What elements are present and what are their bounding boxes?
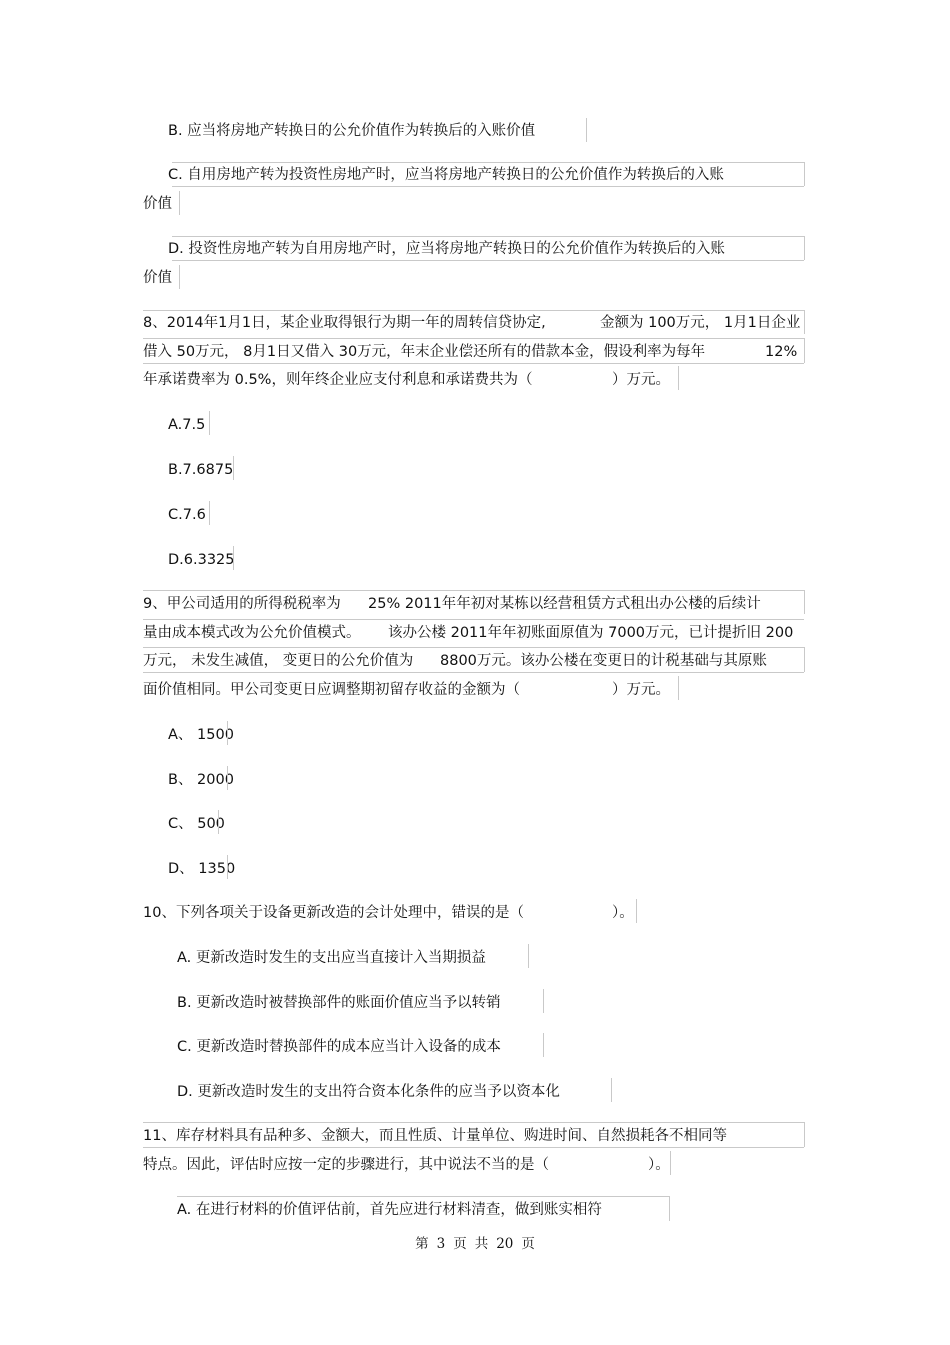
text-box-edge	[179, 191, 180, 215]
q10-option-b: B. 更新改造时被替换部件的账面价值应当予以转销	[177, 995, 501, 1011]
q9-stem-line2-part1: 量由成本模式改为公允价值模式。	[143, 625, 361, 641]
text-box-edge	[670, 1151, 671, 1175]
q7-option-d-line1: D. 投资性房地产转为自用房地产时，应当将房地产转换日的公允价值作为转换后的入账	[168, 241, 725, 257]
text-box-edge	[804, 1122, 805, 1147]
text-box-edge	[528, 944, 529, 968]
q9-option-a: A、 1500	[168, 727, 234, 743]
q10-option-c: C. 更新改造时替换部件的成本应当计入设备的成本	[177, 1039, 501, 1055]
q7-option-c-line1: C. 自用房地产转为投资性房地产时，应当将房地产转换日的公允价值作为转换后的入账	[168, 167, 724, 183]
text-box-edge	[669, 1196, 670, 1221]
text-box-edge	[804, 647, 805, 672]
footer-total-word: 共	[474, 1236, 489, 1252]
text-box-edge	[143, 338, 804, 339]
q8-stem-line2-part1: 借入 50万元， 8月1日又借入 30万元，年末企业偿还所有的借款本金，假设利率为每年	[143, 344, 706, 360]
q8-stem-line1-part2: 金额为 100万元， 1月1日企业	[600, 315, 801, 331]
text-box-edge	[218, 810, 219, 834]
footer-prefix: 第	[415, 1236, 429, 1252]
q9-stem-line4-part1: 面价值相同。甲公司变更日应调整期初留存收益的金额为（	[143, 682, 520, 698]
text-box-edge	[678, 676, 679, 700]
text-box-edge	[143, 590, 804, 591]
text-box-edge	[804, 162, 805, 186]
text-box-edge	[227, 721, 228, 745]
q7-option-c-line2: 价值	[143, 196, 172, 212]
text-box-edge	[227, 855, 228, 879]
q9-stem-line1-part1: 9、甲公司适用的所得税税率为	[143, 596, 341, 612]
text-box-edge	[586, 118, 587, 142]
q8-option-b: B.7.6875	[168, 462, 234, 478]
q9-stem-line3-part2: 8800万元。该办公楼在变更日的计税基础与其原账	[440, 653, 767, 669]
text-box-edge	[233, 546, 234, 570]
q8-stem-line1-part1: 8、2014年1月1日，某企业取得银行为期一年的周转信贷协定,	[143, 315, 546, 331]
q9-option-b: B、 2000	[168, 772, 234, 788]
q9-stem-line3-part1: 万元， 未发生减值， 变更日的公允价值为	[143, 653, 414, 669]
text-box-edge	[611, 1078, 612, 1102]
text-box-edge	[209, 411, 210, 435]
q9-stem-line4-part2: ）万元。	[612, 682, 670, 698]
text-box-edge	[172, 186, 804, 187]
q9-option-c: C、 500	[168, 816, 225, 832]
q7-option-d-line2: 价值	[143, 270, 172, 286]
q10-option-d: D. 更新改造时发生的支出符合资本化条件的应当予以资本化	[177, 1084, 560, 1100]
q11-stem-line2-part2: ）。	[648, 1157, 670, 1173]
q8-option-c: C.7.6	[168, 507, 206, 523]
q8-option-d: D.6.3325	[168, 552, 235, 568]
text-box-edge	[143, 310, 804, 311]
q10-stem-part2: ）。	[612, 905, 634, 921]
page-footer	[0, 1235, 950, 1253]
text-box-edge	[179, 265, 180, 289]
q9-stem-line1-part2: 25% 2011年年初对某栋以经营租赁方式租出办公楼的后续计	[368, 596, 761, 612]
footer-suffix: 页	[521, 1236, 535, 1252]
q8-stem-line2-part2: 12%	[765, 344, 798, 360]
text-box-edge	[143, 619, 804, 620]
footer-page-word: 页	[453, 1236, 467, 1252]
q7-option-b: B. 应当将房地产转换日的公允价值作为转换后的入账价值	[168, 123, 536, 139]
text-box-edge	[543, 989, 544, 1013]
text-box-edge	[678, 366, 679, 390]
q11-stem-line2-part1: 特点。因此，评估时应按一定的步骤进行，其中说法不当的是（	[143, 1157, 549, 1173]
text-box-edge	[143, 1147, 804, 1148]
text-box-edge	[804, 590, 805, 614]
text-box-edge	[143, 363, 804, 364]
q10-option-a: A. 更新改造时发生的支出应当直接计入当期损益	[177, 950, 486, 966]
q10-stem-part1: 10、下列各项关于设备更新改造的会计处理中，错误的是（	[143, 905, 524, 921]
text-box-edge	[143, 672, 804, 673]
q8-stem-line3-part2: ）万元。	[612, 372, 670, 388]
text-box-edge	[233, 456, 234, 480]
text-box-edge	[804, 236, 805, 260]
text-box-edge	[543, 1033, 544, 1057]
text-box-edge	[804, 338, 805, 363]
footer-total-pages: 20	[496, 1236, 514, 1252]
q9-option-d: D、 1350	[168, 861, 236, 877]
text-box-edge	[177, 1196, 669, 1197]
text-box-edge	[636, 899, 637, 923]
text-box-edge	[143, 1122, 804, 1123]
text-box-edge	[143, 647, 804, 648]
q8-stem-line3-part1: 年承诺费率为 0.5%，则年终企业应支付利息和承诺费共为（	[143, 372, 533, 388]
text-box-edge	[209, 501, 210, 525]
text-box-edge	[227, 766, 228, 790]
q11-stem-line1: 11、库存材料具有品种多、金额大，而且性质、计量单位、购进时间、自然损耗各不相同等	[143, 1128, 727, 1144]
q11-option-a: A. 在进行材料的价值评估前，首先应进行材料清查，做到账实相符	[177, 1202, 602, 1218]
text-box-edge	[172, 162, 804, 163]
q9-stem-line2-part2: 该办公楼 2011年年初账面原值为 7000万元，已计提折旧 200	[388, 625, 794, 641]
text-box-edge	[172, 260, 804, 261]
text-box-edge	[172, 236, 804, 237]
footer-current-page: 3	[436, 1236, 446, 1252]
q8-option-a: A.7.5	[168, 417, 206, 433]
text-box-edge	[804, 310, 805, 334]
